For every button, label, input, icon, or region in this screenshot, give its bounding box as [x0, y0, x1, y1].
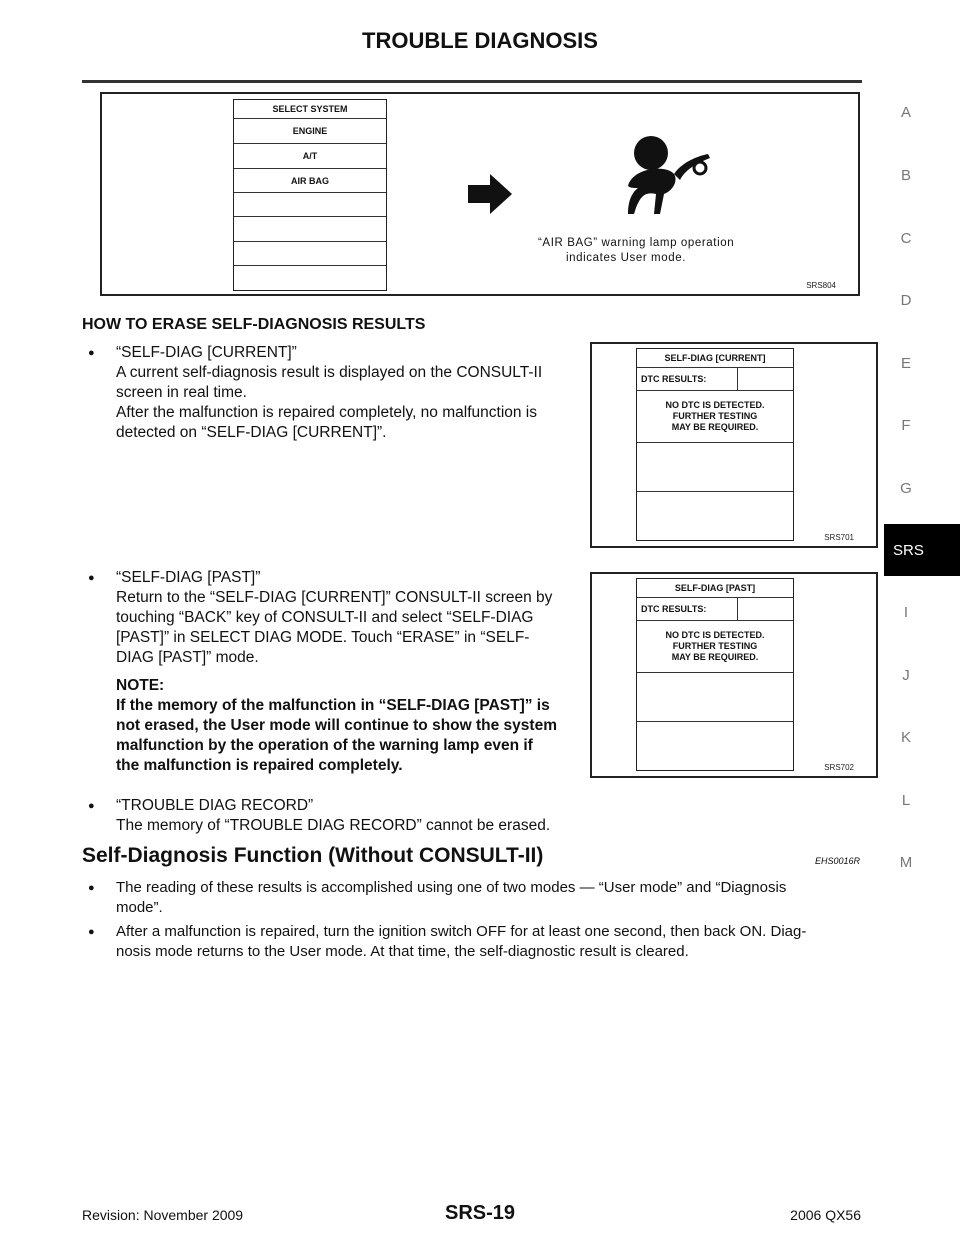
self-diag-current-screen [636, 348, 794, 541]
bullet-icon: ● [88, 347, 95, 359]
text-line: Return to the “SELF-DIAG [CURRENT]” CONSULT-II screen by [116, 589, 553, 606]
bullet-icon: ● [88, 926, 95, 938]
menu-item-empty [234, 217, 386, 242]
bullet-text [116, 343, 578, 443]
bullet-text [116, 922, 864, 962]
dtc-results-label [637, 598, 793, 621]
message-line: FURTHER TESTING [672, 411, 758, 421]
dtc-divider [737, 368, 738, 390]
side-index-letter[interactable]: G [900, 480, 912, 497]
message-line: MAY BE REQUIRED. [671, 652, 759, 662]
dtc-message [637, 621, 793, 673]
message-line: NO DTC IS DETECTED. [665, 400, 765, 410]
text-line: detected on “SELF-DIAG [CURRENT]”. [116, 424, 387, 441]
note-line: malfunction by the operation of the warning lamp even if [116, 737, 533, 754]
message-line: FURTHER TESTING [672, 641, 758, 651]
select-system-screen [233, 99, 387, 291]
note-line: not erased, the User mode will continue to show the system [116, 717, 557, 734]
menu-item-empty [234, 193, 386, 217]
figure-select-system [100, 92, 860, 296]
bullet-text [116, 568, 578, 776]
dtc-results-label [637, 368, 793, 391]
menu-item-engine[interactable]: ENGINE [234, 119, 386, 144]
side-index-letter[interactable]: K [900, 729, 911, 746]
caption-line: “AIR BAG” warning lamp operation [538, 237, 735, 249]
figure-self-diag-past [590, 572, 878, 778]
screen-empty-row [637, 492, 793, 540]
side-index-letter[interactable]: C [900, 230, 912, 247]
text-line: mode”. [116, 899, 163, 916]
item-title: “TROUBLE DIAG RECORD” [116, 797, 314, 814]
self-diag-past-screen [636, 578, 794, 771]
text-line: nosis mode returns to the User mode. At that time, the self-diagnostic result is cleared. [116, 943, 689, 960]
menu-item-empty [234, 242, 386, 266]
section-heading: Self-Diagnosis Function (Without CONSULT-II) [82, 844, 544, 867]
menu-item-air-bag[interactable]: AIR BAG [234, 169, 386, 193]
spacer [116, 668, 578, 676]
message-line: NO DTC IS DETECTED. [665, 630, 765, 640]
side-index-letter[interactable]: A [900, 104, 911, 121]
menu-item-empty [234, 266, 386, 290]
header-rule [82, 80, 862, 83]
bullet-icon: ● [88, 800, 95, 812]
text-line: The memory of “TROUBLE DIAG RECORD” cannot be erased. [116, 817, 551, 834]
footer-model: 2006 QX56 [790, 1207, 861, 1223]
side-index-letter[interactable]: L [901, 792, 911, 809]
figure-tag: SRS702 [824, 763, 854, 772]
text-line: The reading of these results is accomplished using one of two modes — “User mode” and “Diagnosis [116, 879, 787, 896]
text-line: After the malfunction is repaired completely, no malfunction is [116, 404, 537, 421]
note-label: NOTE: [116, 677, 165, 694]
right-arrow-icon [466, 172, 514, 216]
screen-title: SELF-DIAG [PAST] [637, 579, 793, 598]
screen-empty-row [637, 722, 793, 770]
figure-tag: SRS701 [824, 533, 854, 542]
dtc-results-text: DTC RESULTS: [641, 374, 707, 384]
menu-item-at[interactable]: A/T [234, 144, 386, 169]
page-title: TROUBLE DIAGNOSIS [362, 28, 598, 53]
dtc-divider [737, 598, 738, 620]
dtc-results-text: DTC RESULTS: [641, 604, 707, 614]
figure-self-diag-current [590, 342, 878, 548]
screen-title: SELF-DIAG [CURRENT] [637, 349, 793, 368]
side-index-letter[interactable]: D [900, 292, 912, 309]
side-index-letter[interactable]: E [900, 355, 911, 372]
side-index-letter[interactable]: B [900, 167, 911, 184]
text-line: A current self-diagnosis result is displayed on the CONSULT-II [116, 364, 543, 381]
side-index-letter[interactable]: F [901, 417, 911, 434]
text-line: DIAG [PAST]” mode. [116, 649, 259, 666]
reference-code: EHS0016R [815, 856, 861, 866]
select-system-title: SELECT SYSTEM [234, 100, 386, 119]
footer-revision: Revision: November 2009 [82, 1207, 244, 1223]
note-line: the malfunction is repaired completely. [116, 757, 403, 774]
caption-line: indicates User mode. [566, 252, 687, 264]
bullet-text [116, 878, 864, 918]
page-number: SRS-19 [444, 1202, 516, 1224]
screen-empty-row [637, 673, 793, 722]
figure-caption [538, 236, 734, 266]
note-line: If the memory of the malfunction in “SELF-DIAG [PAST]” is [116, 697, 550, 714]
text-line: After a malfunction is repaired, turn the ignition switch OFF for at least one second, then back ON. Diag- [116, 923, 807, 940]
bullet-text [116, 796, 636, 836]
item-title: “SELF-DIAG [CURRENT]” [116, 344, 297, 361]
side-index-letter[interactable]: J [902, 667, 910, 684]
section-heading: HOW TO ERASE SELF-DIAGNOSIS RESULTS [82, 316, 426, 333]
side-index-letter[interactable]: M [899, 854, 913, 871]
airbag-warning-icon [614, 134, 718, 220]
item-title: “SELF-DIAG [PAST]” [116, 569, 261, 586]
screen-empty-row [637, 443, 793, 492]
figure-tag: SRS804 [806, 281, 836, 290]
side-index-letter[interactable]: I [903, 604, 909, 621]
text-line: [PAST]” in SELECT DIAG MODE. Touch “ERASE” in “SELF- [116, 629, 530, 646]
bullet-icon: ● [88, 572, 95, 584]
message-line: MAY BE REQUIRED. [671, 422, 759, 432]
text-line: touching “BACK” key of CONSULT-II and select “SELF-DIAG [116, 609, 534, 626]
bullet-icon: ● [88, 882, 95, 894]
text-line: screen in real time. [116, 384, 247, 401]
dtc-message [637, 391, 793, 443]
side-index-active-tab[interactable]: SRS [884, 524, 960, 576]
